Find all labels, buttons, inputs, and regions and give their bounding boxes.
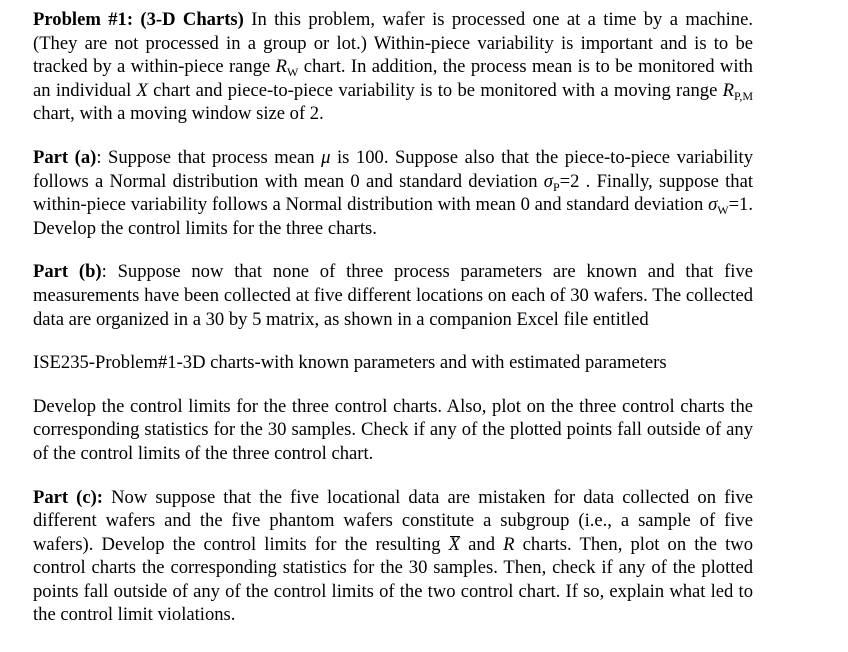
- mu-symbol: μ: [321, 146, 331, 168]
- xbar-symbol: X: [448, 533, 461, 555]
- part-b-label: Part (b): [33, 261, 102, 283]
- part-c-label: Part (c):: [33, 486, 104, 508]
- x-symbol: X: [136, 79, 148, 101]
- rpm-symbol: R: [722, 79, 734, 101]
- sigma-p-symbol: σ: [543, 170, 553, 192]
- r-symbol: R: [503, 533, 515, 555]
- rw-symbol: R: [275, 56, 288, 78]
- excel-file-name: ISE235-Problem#1-3D charts-with known parameters and with estimated parameters: [33, 352, 667, 374]
- part-b-paragraph: Part (b): Suppose now that none of three process parameters are known and that five measurements have been collected at five different locations on each of 30 wafers. The collected data are organized in a 30 by 5 matrix, as shown in a companion Excel file entitled: [33, 261, 754, 330]
- document-page: [33, 8, 753, 627]
- sigma-w-symbol: σ: [708, 194, 718, 216]
- part-a-paragraph: Part (a): Suppose that process mean μ is 100. Suppose also that the piece-to-piece variability follows a Normal distribution with mean 0 and standard deviation $\sigma_P=2$ . Finally, suppose that within-piece variability follows a Normal distribution with mean 0 and standard deviation $\sigma_W=1$. Develop the control limits for the three charts.: [33, 146, 753, 239]
- part-b-followup: Develop the control limits for the three control charts. Also, plot on the three control charts the corresponding statistics for the 30 samples. Check if any of the plotted points fall outside of any of the control limits of the three control chart.: [33, 395, 753, 464]
- problem-statement: Problem #1: (3-D Charts) In this problem, wafer is processed one at a time by a machine. (They are not processed in a group or lot.) Within-piece variability is important and is to be tracked by a within-piece range $R_W$ chart. In addition, the process mean is to be monitored with an individual X chart and piece-to-piece variability is to be monitored with a moving range $R_{P,M}$ chart, with a moving window size of 2.: [33, 9, 754, 125]
- problem-label: Problem #1: (3-D Charts): [33, 9, 244, 30]
- part-c-paragraph: Part (c): Now suppose that the five locational data are mistaken for data collected on five different wafers and the five phantom wafers constitute a subgroup (i.e., a sample of five wafers). Develop the control limits for the resulting X and R charts. Then, plot on the two control charts the corresponding statistics for the 30 samples. Then, check if any of the plotted points fall outside of any of the control limits of the two control chart. If so, explain what led to the control limit violations.: [33, 486, 754, 626]
- part-a-label: Part (a): [33, 146, 97, 168]
